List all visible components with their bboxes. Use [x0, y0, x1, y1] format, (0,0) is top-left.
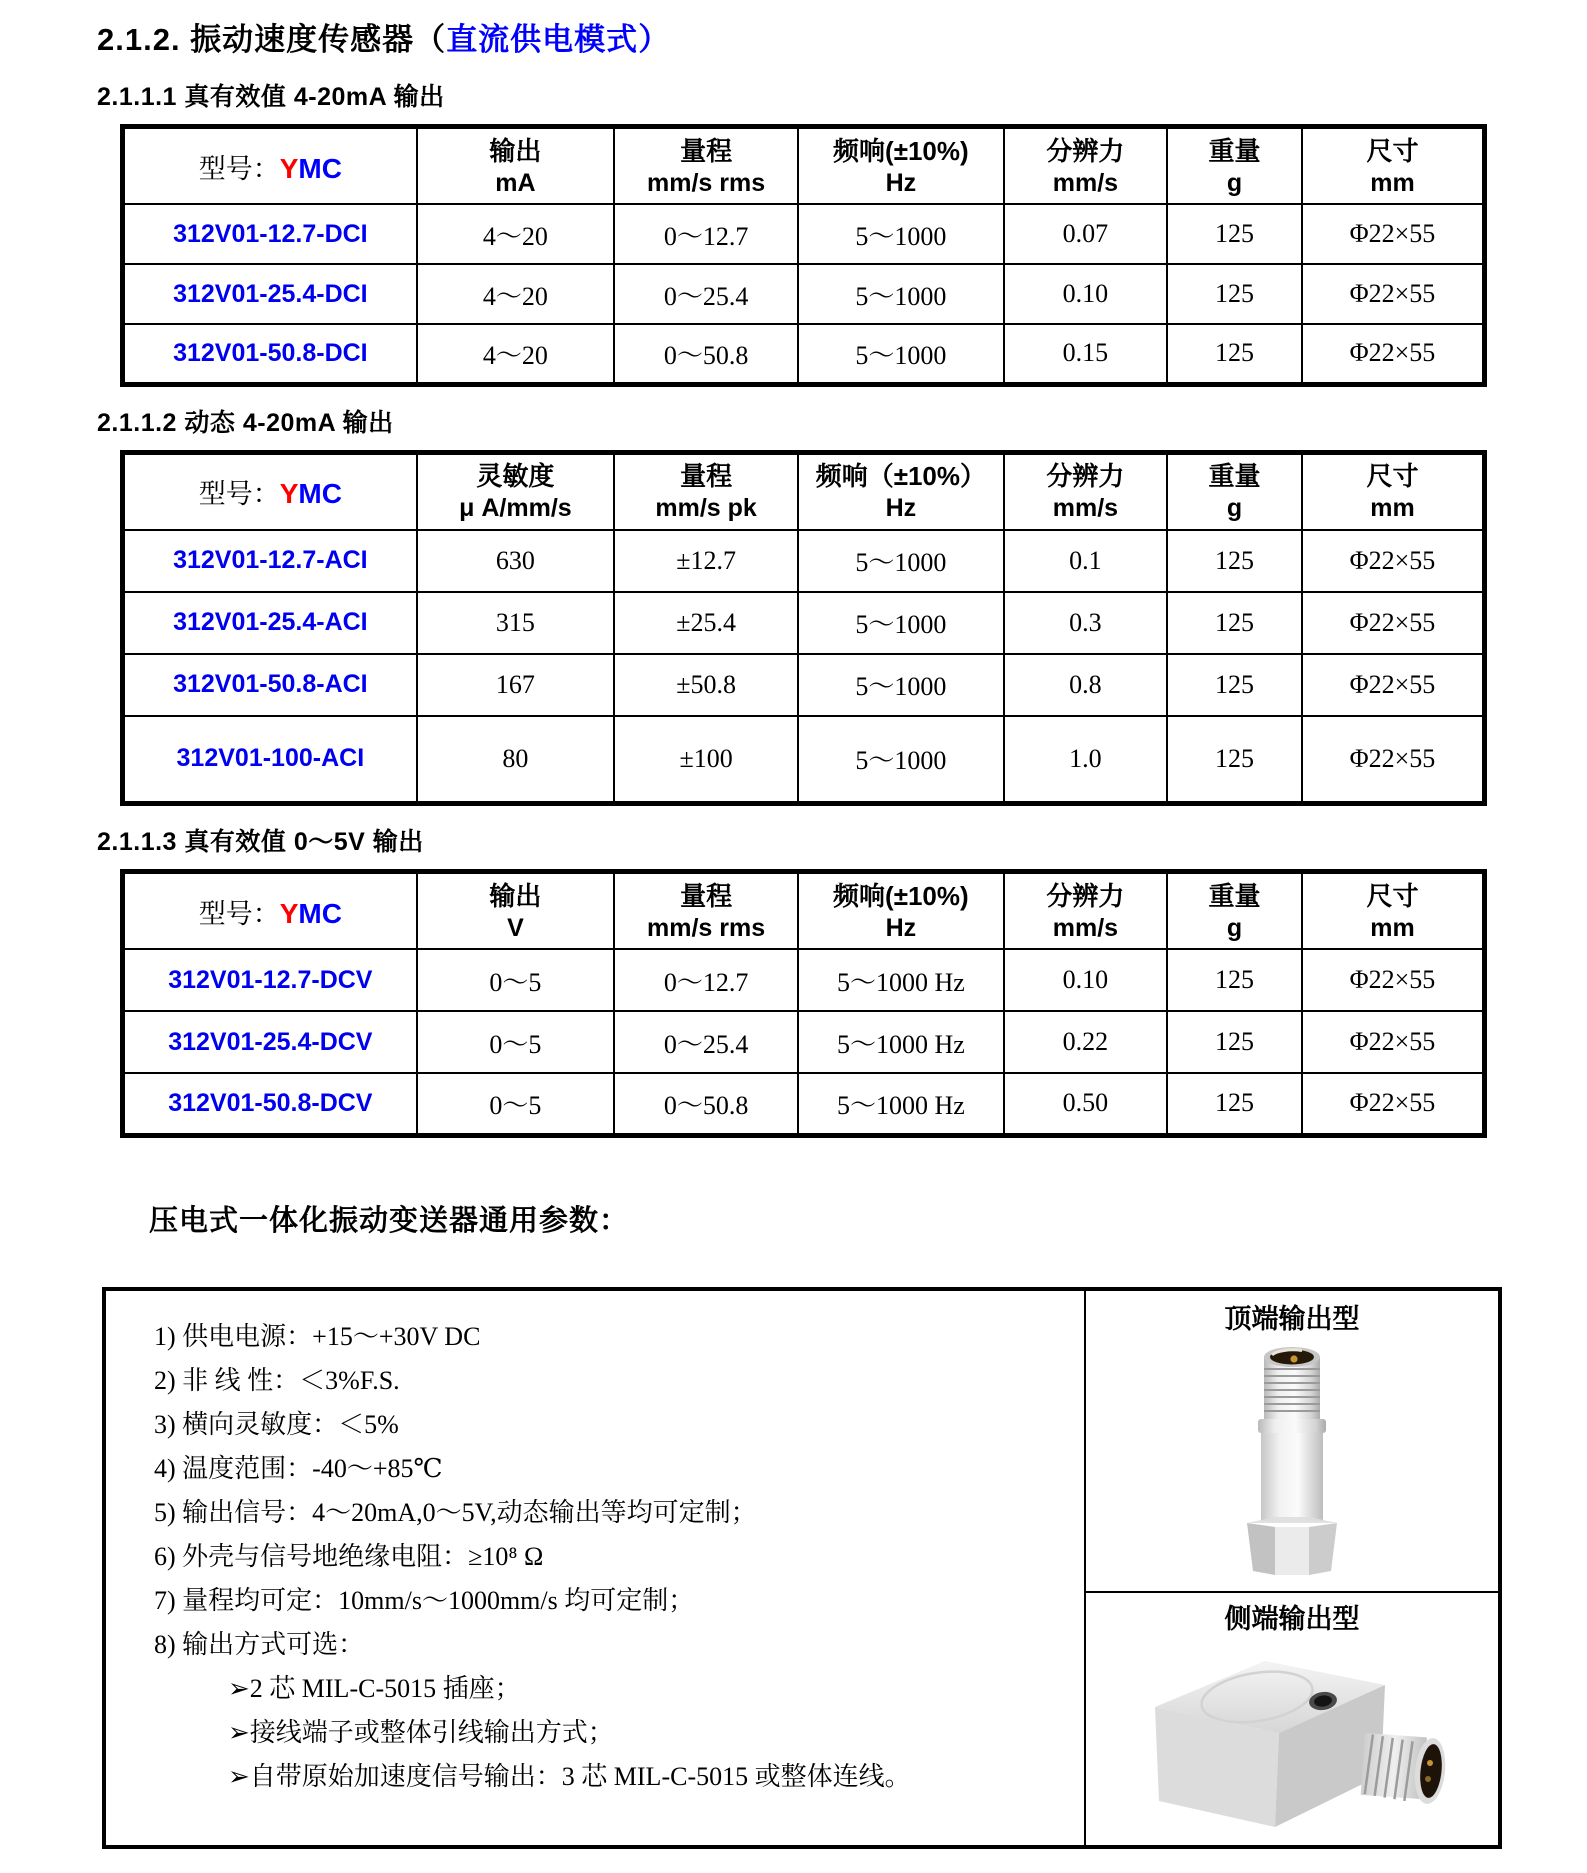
- brand-ymc-mc: MC: [298, 897, 342, 929]
- column-header-unit: mm/s: [1052, 168, 1119, 197]
- value-cell: 125: [1167, 654, 1302, 716]
- general-params-heading: 压电式一体化振动变送器通用参数：: [149, 1204, 630, 1237]
- model-number-label: 型号：: [198, 898, 280, 929]
- value-cell: 5～1000: [798, 716, 1004, 804]
- value-cell: 0.22: [1004, 1011, 1167, 1073]
- column-header-unit: mm: [1370, 913, 1415, 942]
- model-cell: 312V01-25.4-ACI: [123, 592, 417, 654]
- value-cell: 5～1000: [798, 530, 1004, 592]
- param-bullet: ➢自带原始加速度信号输出：3 芯 MIL-C-5015 或整体连线。: [228, 1761, 911, 1791]
- column-header-unit: V: [507, 913, 524, 942]
- side-output-panel: [1086, 1593, 1498, 1845]
- value-cell: 125: [1167, 949, 1302, 1011]
- value-cell: 0～5: [417, 949, 614, 1011]
- value-cell: 5～1000: [798, 264, 1004, 324]
- value-cell: 0～5: [417, 1011, 614, 1073]
- model-cell: 312V01-100-ACI: [123, 716, 417, 804]
- column-header-3: [1004, 872, 1167, 950]
- model-header-cell: [123, 127, 417, 205]
- top-output-panel: [1086, 1291, 1498, 1593]
- value-cell: 125: [1167, 264, 1302, 324]
- value-cell: 0.07: [1004, 204, 1167, 264]
- column-header-4: [1167, 872, 1302, 950]
- param-item: 3) 横向灵敏度：＜5%: [154, 1409, 399, 1439]
- value-cell: 5～1000: [798, 592, 1004, 654]
- value-cell: Φ22×55: [1302, 949, 1485, 1011]
- column-header-unit: g: [1226, 168, 1243, 197]
- column-header-label: 频响（±10%）: [815, 461, 987, 491]
- column-header-unit: g: [1226, 494, 1243, 522]
- value-cell: ±25.4: [614, 592, 798, 654]
- value-cell: 125: [1167, 1073, 1302, 1135]
- spec-table-dynamic-4-20ma: [120, 450, 1487, 807]
- table-row: [123, 204, 1485, 264]
- spec-table-rms-4-20ma: [120, 124, 1487, 387]
- value-cell: 4～20: [417, 204, 614, 264]
- column-header-2: [798, 872, 1004, 950]
- value-cell: 0～5: [417, 1073, 614, 1135]
- model-header-cell: [123, 452, 417, 530]
- value-cell: 5～1000 Hz: [798, 1073, 1004, 1135]
- section-heading: 2.1.1.2 动态 4-20mA 输出: [97, 408, 394, 437]
- section-dynamic-4-20ma: [97, 403, 1502, 807]
- general-params-box: [102, 1287, 1502, 1849]
- value-cell: 0.1: [1004, 530, 1167, 592]
- model-cell: 312V01-50.8-DCV: [123, 1073, 417, 1135]
- column-header-1: [614, 127, 798, 205]
- param-item: 5) 输出信号：4～20mA,0～5V,动态输出等均可定制；: [154, 1497, 757, 1527]
- model-number-label: 型号：: [198, 153, 280, 184]
- value-cell: ±12.7: [614, 530, 798, 592]
- model-cell: 312V01-12.7-DCI: [123, 204, 417, 264]
- value-cell: 0～25.4: [614, 264, 798, 324]
- doc-title-suffix: ）: [638, 22, 671, 57]
- value-cell: 0～12.7: [614, 949, 798, 1011]
- column-header-label: 输出: [489, 135, 542, 166]
- column-header-unit: mm/s: [1052, 494, 1119, 522]
- model-cell: 312V01-25.4-DCI: [123, 264, 417, 324]
- value-cell: 0.10: [1004, 264, 1167, 324]
- value-cell: Φ22×55: [1302, 264, 1485, 324]
- column-header-label: 尺寸: [1366, 461, 1419, 491]
- brand-ymc-mc: MC: [298, 152, 342, 184]
- param-bullet: ➢接线端子或整体引线输出方式；: [228, 1717, 614, 1747]
- column-header-label: 频响(±10%): [833, 135, 969, 166]
- model-number-label: 型号：: [198, 479, 280, 509]
- value-cell: 4～20: [417, 264, 614, 324]
- value-cell: 0～50.8: [614, 324, 798, 384]
- brand-ymc-y: Y: [279, 897, 299, 929]
- column-header-label: 分辨力: [1046, 880, 1125, 911]
- value-cell: 125: [1167, 592, 1302, 654]
- column-header-4: [1167, 452, 1302, 530]
- column-header-1: [614, 872, 798, 950]
- value-cell: Φ22×55: [1302, 204, 1485, 264]
- value-cell: 5～1000 Hz: [798, 1011, 1004, 1073]
- table-header-row: [123, 872, 1485, 950]
- column-header-unit: mm/s: [1052, 913, 1119, 942]
- table-header-row: [123, 127, 1485, 205]
- model-header-cell: [123, 872, 417, 950]
- column-header-label: 尺寸: [1366, 135, 1419, 166]
- column-header-5: [1302, 452, 1485, 530]
- column-header-5: [1302, 127, 1485, 205]
- value-cell: 5～1000: [798, 204, 1004, 264]
- column-header-label: 重量: [1208, 135, 1261, 166]
- column-header-label: 输出: [489, 880, 542, 911]
- side-output-label: 侧端输出型: [1224, 1603, 1360, 1634]
- column-header-0: [417, 872, 614, 950]
- model-cell: 312V01-12.7-DCV: [123, 949, 417, 1011]
- doc-title-prefix: 2.1.2. 振动速度传感器（: [97, 22, 447, 57]
- param-item: 7) 量程均可定：10mm/s～1000mm/s 均可定制；: [154, 1585, 695, 1615]
- param-item: 2) 非 线 性：＜3%F.S.: [154, 1365, 400, 1395]
- column-header-label: 灵敏度: [476, 461, 555, 491]
- model-cell: 312V01-50.8-DCI: [123, 324, 417, 384]
- table-row: [123, 654, 1485, 716]
- column-header-label: 量程: [680, 880, 733, 911]
- column-header-unit: mm/s rms: [647, 168, 766, 197]
- brand-ymc-mc: MC: [298, 478, 342, 509]
- value-cell: 0.8: [1004, 654, 1167, 716]
- model-cell: 312V01-50.8-ACI: [123, 654, 417, 716]
- param-bullet: ➢2 芯 MIL-C-5015 插座；: [228, 1673, 521, 1703]
- value-cell: 4～20: [417, 324, 614, 384]
- value-cell: 0～12.7: [614, 204, 798, 264]
- column-header-unit: mm/s pk: [655, 494, 757, 522]
- value-cell: 0.15: [1004, 324, 1167, 384]
- value-cell: 5～1000: [798, 654, 1004, 716]
- section-rms-0-5v: [97, 822, 1502, 1138]
- column-header-unit: mm/s rms: [647, 913, 766, 942]
- brand-ymc-y: Y: [279, 478, 299, 509]
- column-header-3: [1004, 127, 1167, 205]
- column-header-2: [798, 452, 1004, 530]
- value-cell: Φ22×55: [1302, 716, 1485, 804]
- table-row: [123, 530, 1485, 592]
- side-output-sensor-image: [1127, 1641, 1457, 1833]
- section-rms-4-20ma: [97, 77, 1502, 387]
- value-cell: 315: [417, 592, 614, 654]
- value-cell: 630: [417, 530, 614, 592]
- column-header-4: [1167, 127, 1302, 205]
- column-header-unit: mm: [1370, 494, 1415, 522]
- column-header-label: 重量: [1208, 461, 1261, 491]
- table-row: [123, 1073, 1485, 1135]
- value-cell: Φ22×55: [1302, 592, 1485, 654]
- column-header-0: [417, 452, 614, 530]
- value-cell: 125: [1167, 204, 1302, 264]
- value-cell: 5～1000 Hz: [798, 949, 1004, 1011]
- value-cell: Φ22×55: [1302, 1011, 1485, 1073]
- column-header-label: 量程: [680, 461, 733, 491]
- param-item: 6) 外壳与信号地绝缘电阻：≥10⁸ Ω: [154, 1541, 544, 1571]
- column-header-label: 尺寸: [1366, 880, 1419, 911]
- param-item: 4) 温度范围：-40～+85℃: [154, 1453, 443, 1483]
- value-cell: Φ22×55: [1302, 654, 1485, 716]
- param-item: 1) 供电电源：+15～+30V DC: [154, 1321, 481, 1351]
- value-cell: 125: [1167, 716, 1302, 804]
- general-params-list: [106, 1291, 1084, 1845]
- column-header-unit: Hz: [885, 494, 917, 522]
- value-cell: ±100: [614, 716, 798, 804]
- value-cell: 0.3: [1004, 592, 1167, 654]
- table-row: [123, 592, 1485, 654]
- column-header-2: [798, 127, 1004, 205]
- value-cell: 125: [1167, 530, 1302, 592]
- column-header-unit: g: [1226, 913, 1243, 942]
- value-cell: 0.10: [1004, 949, 1167, 1011]
- column-header-label: 重量: [1208, 880, 1261, 911]
- column-header-label: 分辨力: [1046, 461, 1125, 491]
- top-output-sensor-image: [1206, 1341, 1378, 1579]
- brand-ymc-y: Y: [279, 152, 299, 184]
- column-header-unit: Hz: [885, 913, 917, 942]
- value-cell: 125: [1167, 324, 1302, 384]
- column-header-unit: mm: [1370, 168, 1415, 197]
- column-header-unit: mA: [495, 168, 536, 197]
- value-cell: 80: [417, 716, 614, 804]
- param-item: 8) 输出方式可选：: [154, 1629, 365, 1659]
- column-header-label: 分辨力: [1046, 135, 1125, 166]
- top-output-label: 顶端输出型: [1224, 1303, 1360, 1334]
- table-row: [123, 1011, 1485, 1073]
- doc-title-highlight: 直流供电模式: [446, 22, 639, 57]
- spec-table-rms-0-5v: [120, 869, 1487, 1138]
- table-header-row: [123, 452, 1485, 530]
- value-cell: 1.0: [1004, 716, 1167, 804]
- column-header-unit: Hz: [885, 168, 917, 197]
- column-header-unit: μ A/mm/s: [459, 494, 572, 522]
- value-cell: Φ22×55: [1302, 324, 1485, 384]
- column-header-label: 频响(±10%): [833, 880, 969, 911]
- value-cell: 167: [417, 654, 614, 716]
- section-heading: 2.1.1.1 真有效值 4-20mA 输出: [97, 83, 445, 111]
- value-cell: 0～50.8: [614, 1073, 798, 1135]
- value-cell: Φ22×55: [1302, 530, 1485, 592]
- value-cell: ±50.8: [614, 654, 798, 716]
- value-cell: 0～25.4: [614, 1011, 798, 1073]
- column-header-label: 量程: [680, 135, 733, 166]
- value-cell: 5～1000: [798, 324, 1004, 384]
- table-row: [123, 264, 1485, 324]
- column-header-1: [614, 452, 798, 530]
- value-cell: Φ22×55: [1302, 1073, 1485, 1135]
- column-header-5: [1302, 872, 1485, 950]
- table-row: [123, 324, 1485, 384]
- value-cell: 0.50: [1004, 1073, 1167, 1135]
- model-cell: 312V01-25.4-DCV: [123, 1011, 417, 1073]
- column-header-0: [417, 127, 614, 205]
- table-row: [123, 716, 1485, 804]
- column-header-3: [1004, 452, 1167, 530]
- model-cell: 312V01-12.7-ACI: [123, 530, 417, 592]
- section-heading: 2.1.1.3 真有效值 0～5V 输出: [97, 828, 424, 856]
- table-row: [123, 949, 1485, 1011]
- doc-title: [97, 14, 1502, 59]
- product-photo-panels: [1084, 1291, 1498, 1845]
- value-cell: 125: [1167, 1011, 1302, 1073]
